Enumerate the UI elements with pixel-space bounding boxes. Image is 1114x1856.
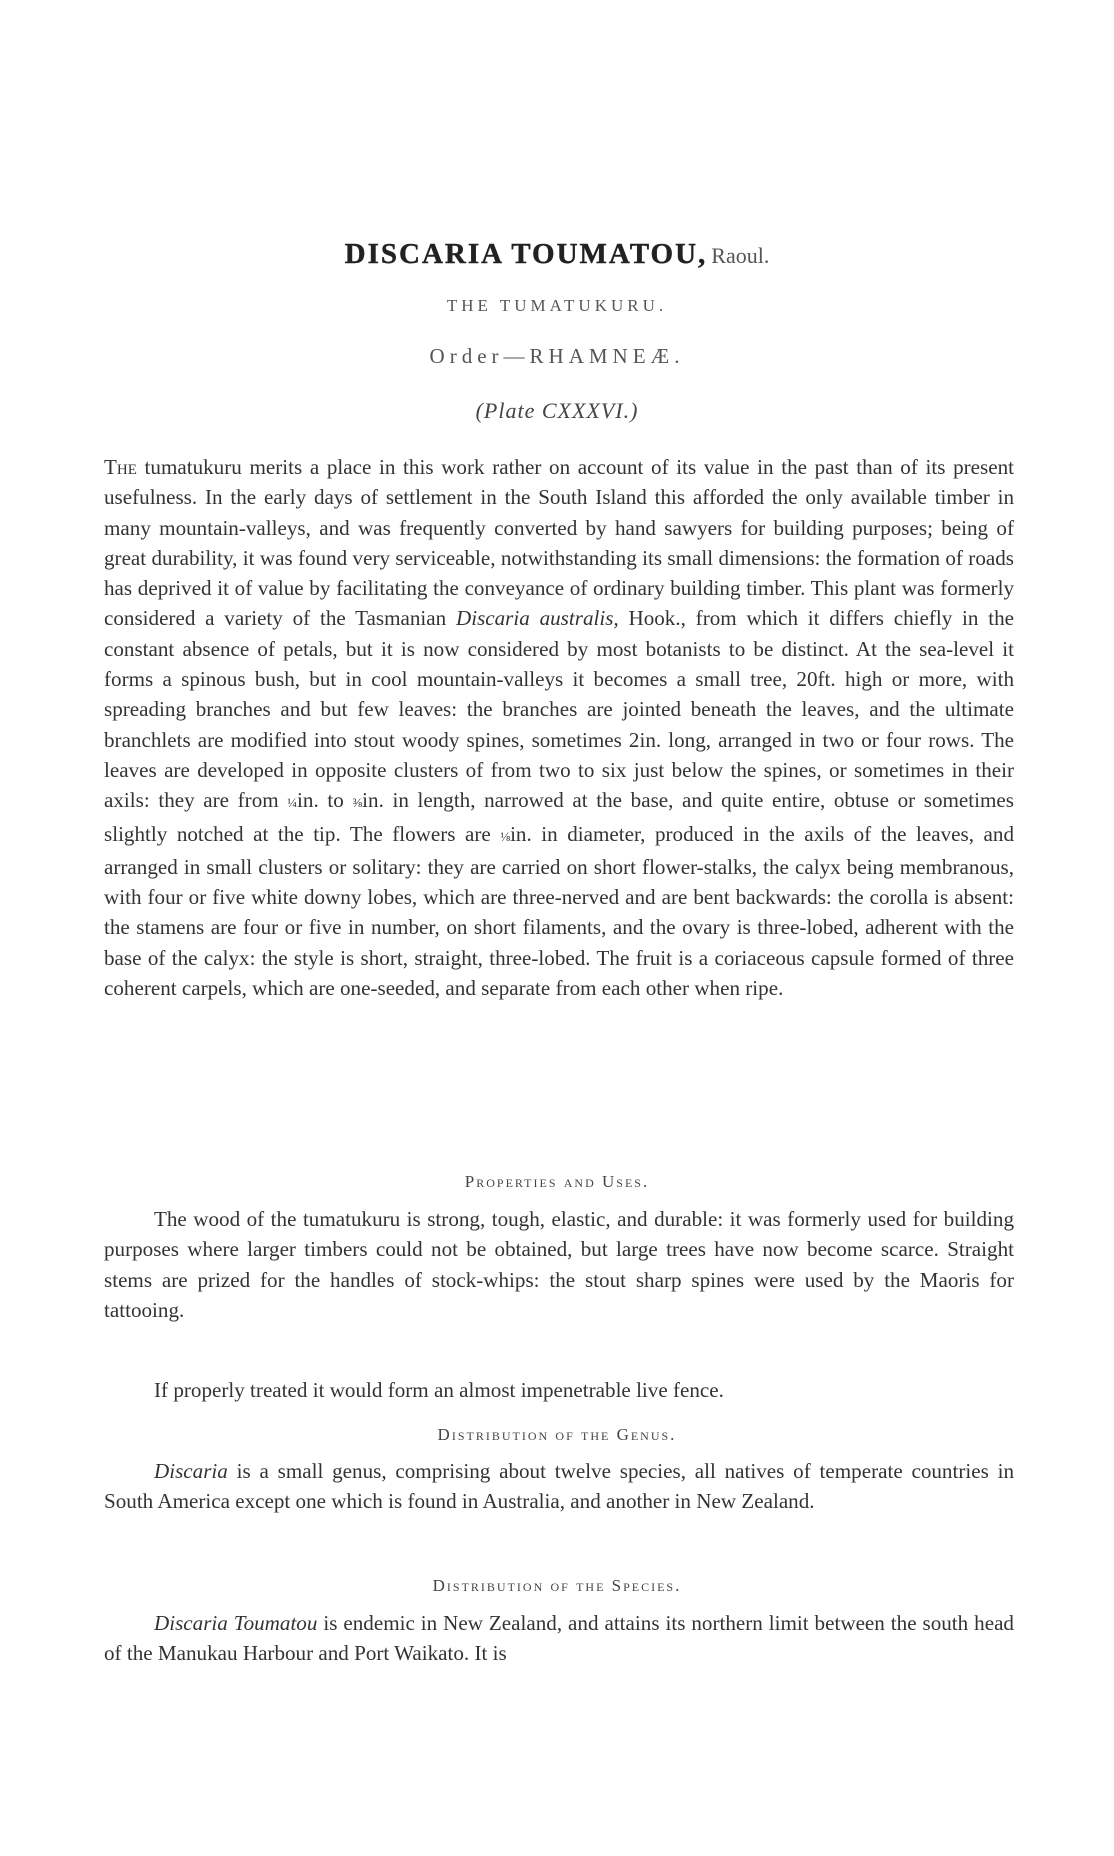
properties-section-2 <box>104 1375 1014 1405</box>
species-name: Discaria Toumatou <box>154 1611 318 1635</box>
plate-reference: (Plate CXXXVI.) <box>475 398 639 423</box>
species-heading: Distribution of the Species. <box>432 1576 682 1595</box>
description-text-3: in. to <box>297 788 353 813</box>
description-paragraph <box>104 452 1014 1003</box>
description-text-4: in. in length, narrowed at the base, and quite entire, obtuse or sometimes slightly notched at the tip. The flowers are <box>104 788 1014 846</box>
genus-heading: Distribution of the Genus. <box>437 1425 677 1444</box>
description-section <box>104 452 1014 1003</box>
genus-paragraph <box>104 1456 1014 1517</box>
fraction-b: ⅜ <box>352 795 363 811</box>
fraction-a: ¼ <box>287 795 298 811</box>
order-name: Order—RHAMNEÆ. <box>429 344 685 368</box>
species-text: is endemic in New Zealand, and attains its northern limit between the south head of the Manukau Harbour and Port Waikato. It is <box>104 1611 1014 1666</box>
description-text-2: Hook., from which it differs chiefly in the constant absence of petals, but it is now considered by most botanists to be distinct. At the sea-level it forms a spinous bush, but in cool mountain-valleys it becomes a small tree, 20ft. high or more, with spreading branches and but few leaves: the branches are jointed beneath the leaves, and the ultimate branchlets are modified into stout woody spines, sometimes 2in. long, arranged in two or four rows. The leaves are developed in opposite clusters of from two to six just below the spines, or sometimes in their axils: they are from <box>104 606 1014 813</box>
species-paragraph <box>104 1608 1014 1669</box>
description-text-5: in. in diameter, produced in the axils of the leaves, and arranged in small clusters or solitary: they are carried on short flower-stalks, the calyx being membranous, with four or five white downy lobes, which are three-nerved and are bent backwards: the corolla is absent: the stamens are four or five in number, on short filaments, and the ovary is three-lobed, adherent with the base of the calyx: the style is short, straight, three-lobed. The fruit is a coriaceous capsule formed of three coherent carpels, which are one-seeded, and separate from each other when ripe. <box>104 821 1014 1001</box>
genus-name: Discaria <box>154 1459 228 1483</box>
species-section <box>104 1608 1014 1669</box>
fraction-c: ⅛ <box>500 828 511 844</box>
title-author: Raoul. <box>711 243 770 268</box>
title-line <box>0 238 1114 271</box>
species-reference: Discaria australis, <box>455 606 619 631</box>
description-text-1: tumatukuru merits a place in this work rather on account of its value in the past than of its present usefulness. In the early days of settlement in the South Island this afforded the only available timber in many mountain-valleys, and was frequently converted by hand sawyers for building purposes; being of great durability, it was found very serviceable, notwithstanding its small dimensions: the formation of roads has deprived it of value by facilitating the conveyance of ordinary building timber. This plant was formerly considered a variety of the Tasmanian <box>104 455 1014 631</box>
drop-lead: The <box>104 455 137 479</box>
genus-text: is a small genus, comprising about twelve species, all natives of temperate countries in South America except one which is found in Australia, and another in New Zealand. <box>104 1459 1014 1514</box>
properties-section <box>104 1204 1014 1325</box>
properties-paragraph-1: The wood of the tumatukuru is strong, tough, elastic, and durable: it was formerly used for building purposes where larger timbers could not be obtained, but large trees have now become scarce. Straight stems are prized for the handles of stock-whips: the stout sharp spines were used by the Maoris for tattooing. <box>104 1207 1014 1322</box>
common-name: THE TUMATUKURU. <box>446 296 668 315</box>
properties-heading: Properties and Uses. <box>464 1172 650 1191</box>
species-title: DISCARIA TOUMATOU, <box>344 238 708 270</box>
properties-paragraph-2: If properly treated it would form an almost impenetrable live fence. <box>154 1378 724 1402</box>
genus-section <box>104 1456 1014 1517</box>
